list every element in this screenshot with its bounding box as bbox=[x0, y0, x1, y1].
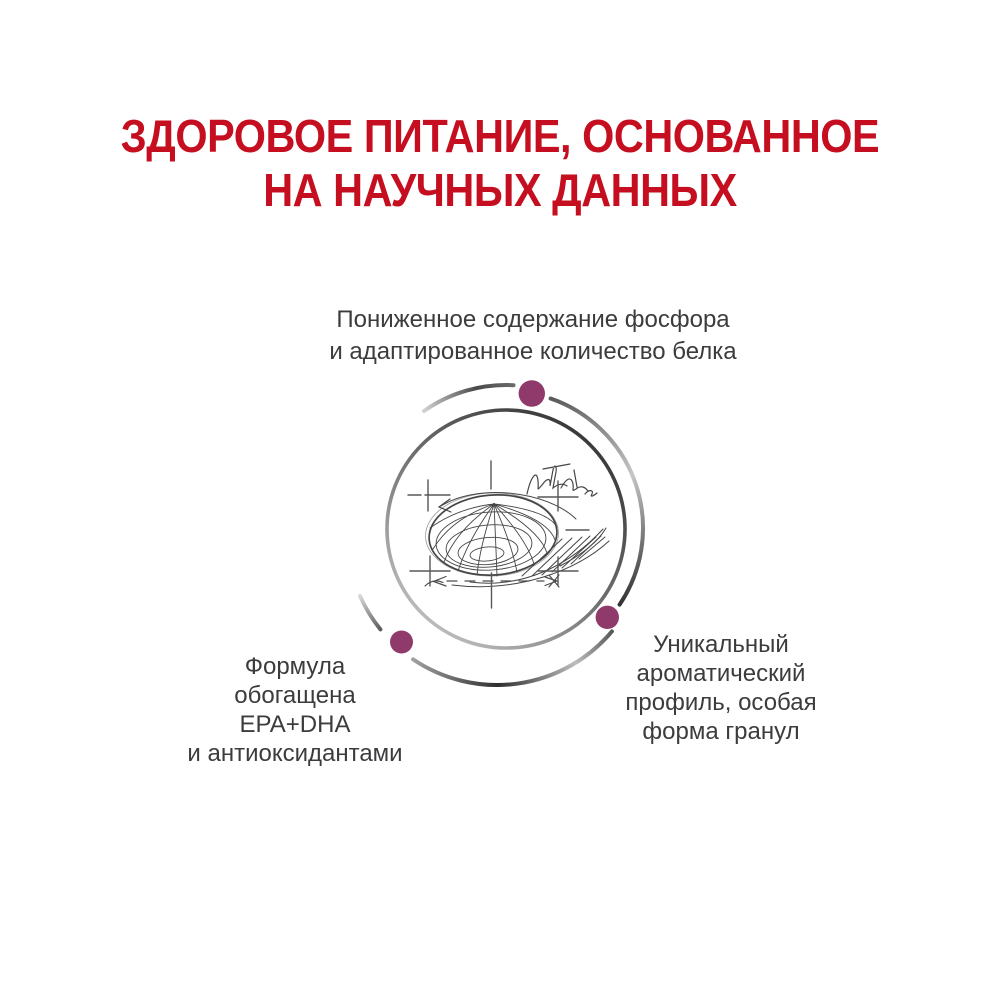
signature-scribble-icon bbox=[527, 464, 597, 496]
callout-phosphorus-line-1: Пониженное содержание фосфора bbox=[336, 306, 730, 333]
callout-aroma-line-2: ароматический bbox=[636, 660, 806, 687]
swoosh-arrowhead-icon bbox=[439, 499, 451, 512]
callout-epa-dha-line-2: обогащена bbox=[234, 682, 356, 709]
cross-upper-left bbox=[408, 480, 450, 511]
cross-upper-right bbox=[538, 481, 578, 511]
cross-lower-left bbox=[410, 556, 450, 586]
marker-dot-top bbox=[519, 380, 545, 406]
callout-phosphorus-line-2: и адаптированное количество белка bbox=[329, 338, 737, 365]
dimension-arrow-left bbox=[425, 577, 446, 587]
dimension-arrow-right bbox=[545, 575, 559, 587]
callout-epa-dha-line-3: EPA+DHA bbox=[239, 711, 351, 738]
kibble-sketch-icon bbox=[408, 461, 609, 608]
callout-phosphorus bbox=[329, 304, 736, 368]
callout-epa-dha-line-4: и антиоксидантами bbox=[187, 740, 403, 767]
callout-aroma-line-4: форма гранул bbox=[642, 718, 800, 745]
callout-aroma bbox=[625, 630, 816, 746]
outer-arc-right bbox=[551, 399, 643, 605]
outer-arc-left-stub bbox=[360, 596, 380, 629]
callout-epa-dha bbox=[187, 652, 402, 768]
inner-ring bbox=[387, 410, 625, 648]
kibble-pole-point bbox=[493, 503, 495, 505]
page-title-line-1: ЗДОРОВОЕ ПИТАНИЕ, ОСНОВАННОЕ bbox=[120, 110, 880, 162]
page-title-line-2: НА НАУЧНЫХ ДАННЫХ bbox=[263, 164, 737, 216]
outer-arc-bottom bbox=[413, 631, 612, 685]
callout-epa-dha-line-1: Формула bbox=[244, 653, 346, 680]
callout-aroma-line-3: профиль, особая bbox=[625, 689, 817, 716]
marker-dot-icon bbox=[390, 380, 619, 653]
callout-aroma-line-1: Уникальный bbox=[653, 631, 789, 658]
kibble-underline-swooshes bbox=[452, 528, 609, 587]
outer-arc-top-left bbox=[424, 385, 514, 411]
marker-dot-bottom-right bbox=[596, 606, 619, 629]
kibble-latitude-lines bbox=[434, 508, 548, 574]
marker-dot-bottom-left bbox=[390, 631, 413, 654]
